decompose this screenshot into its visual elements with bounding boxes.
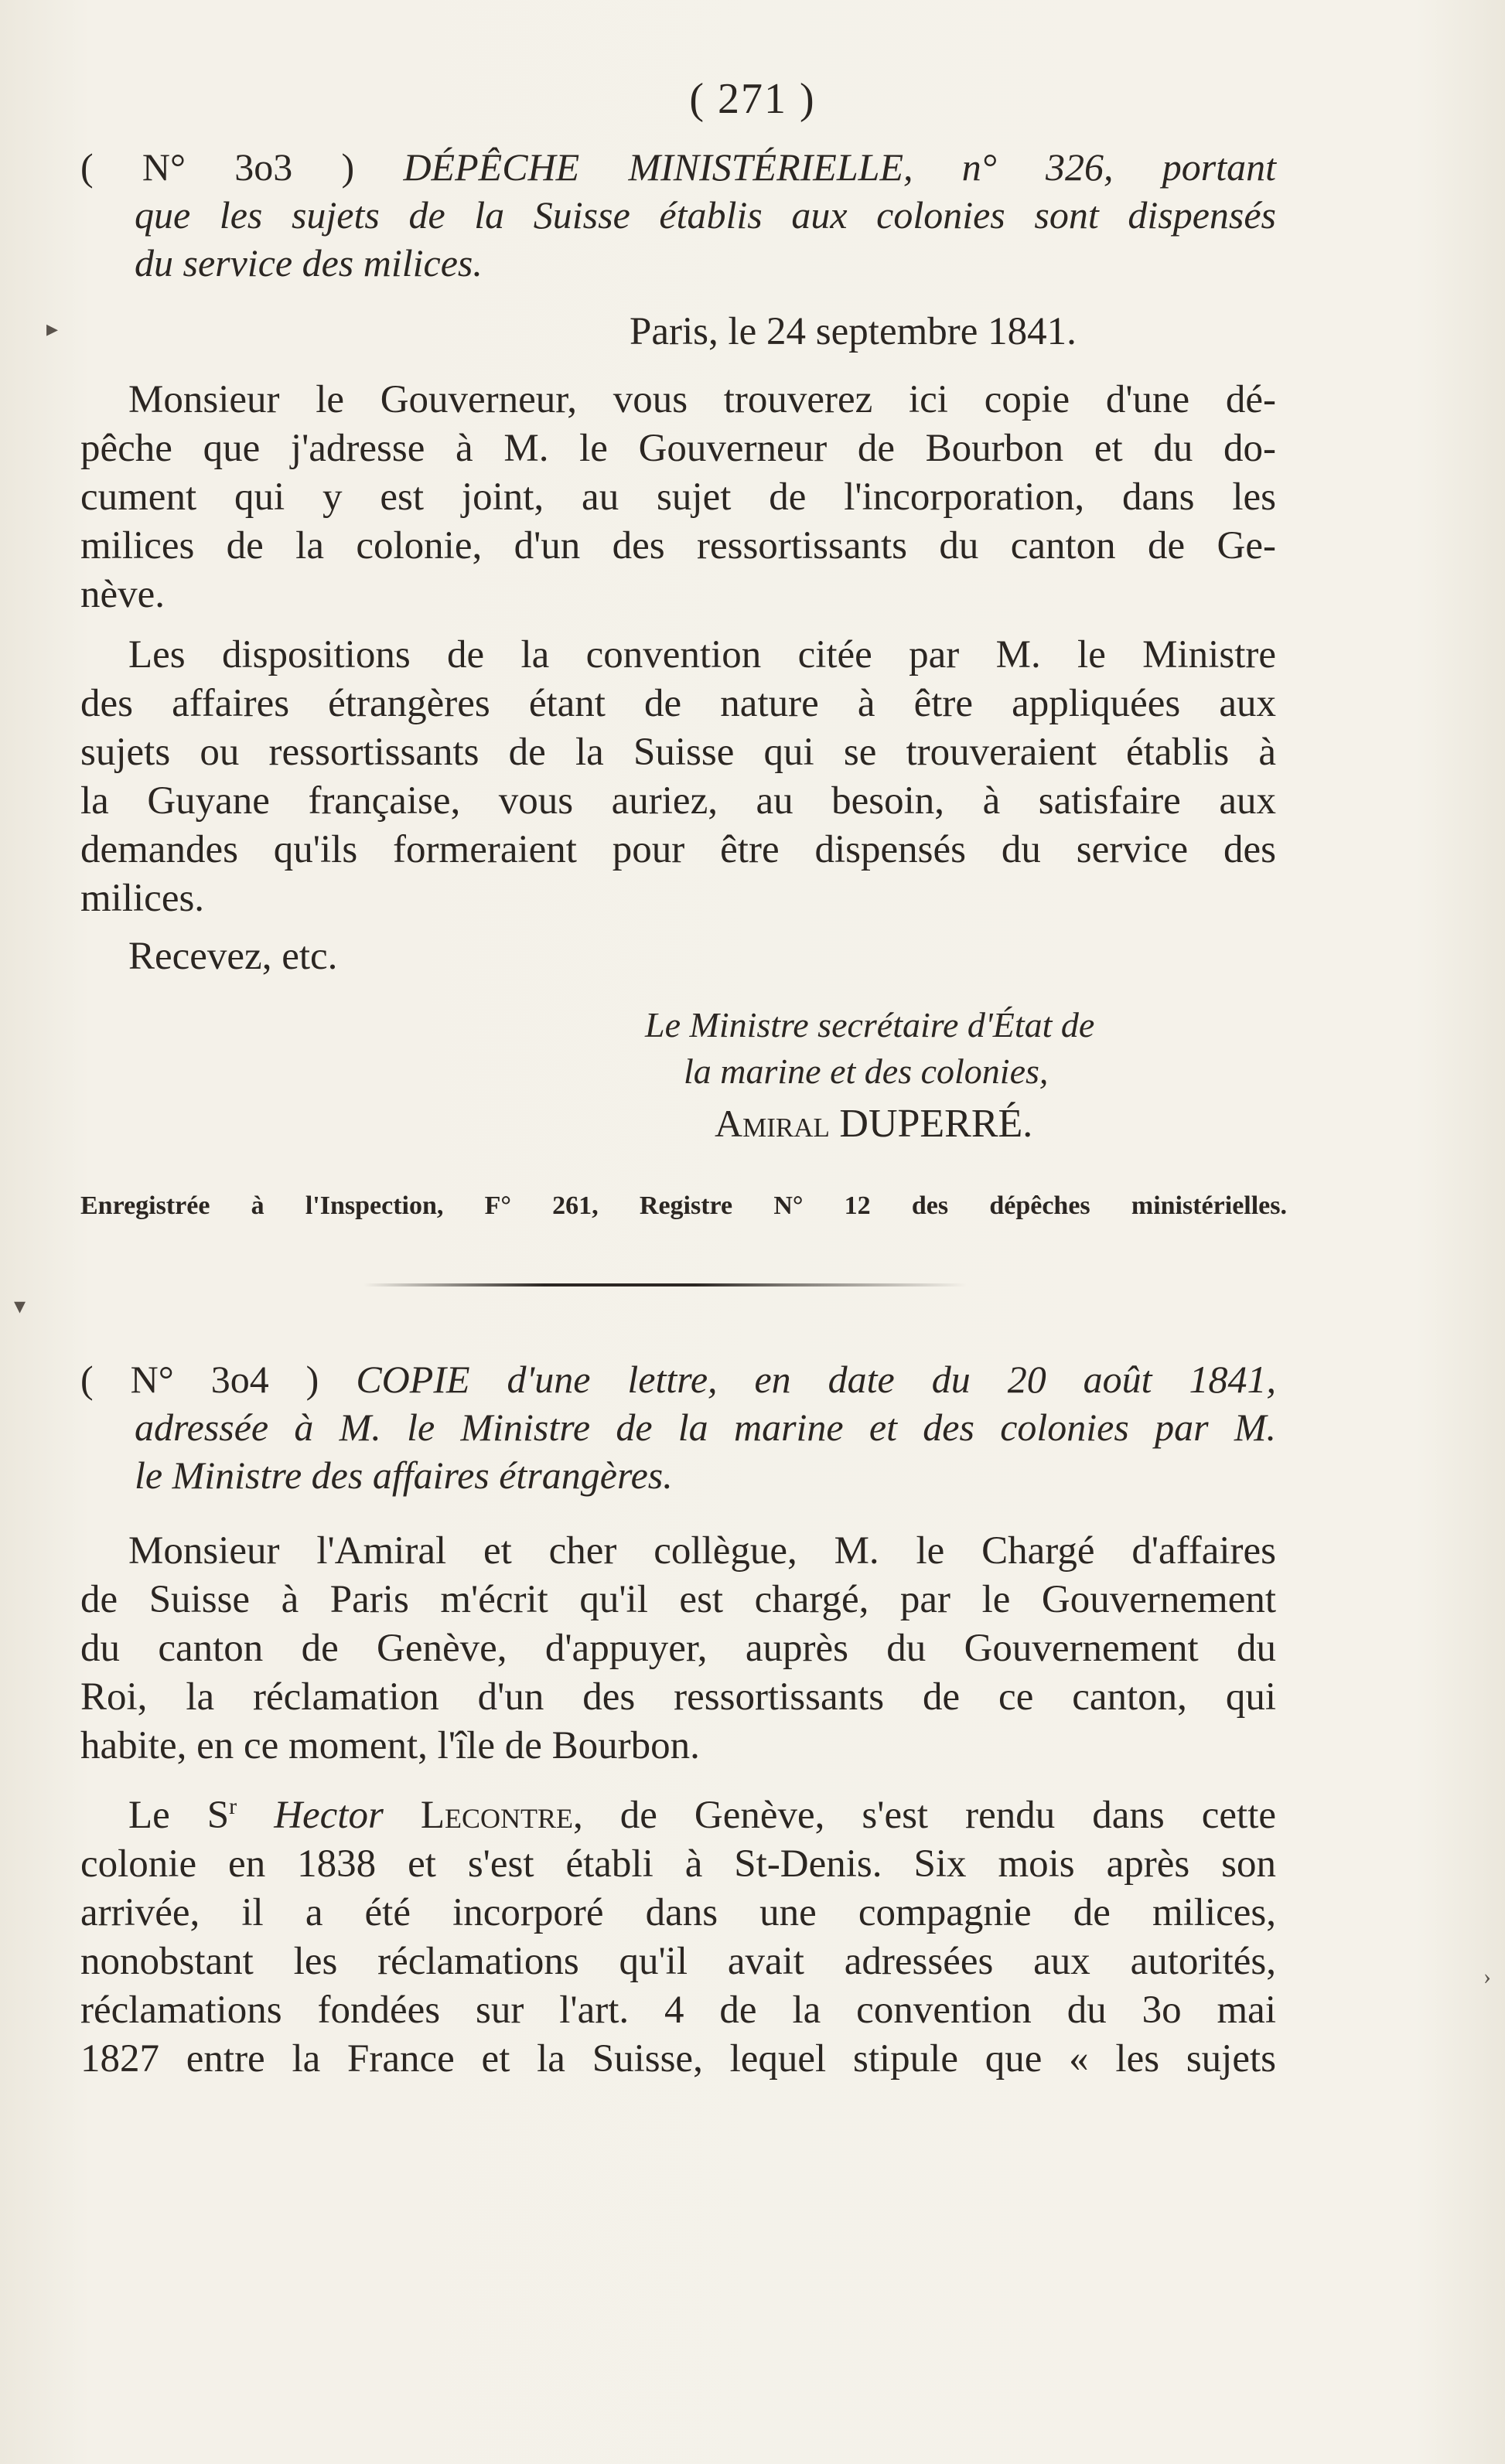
entry-303-line-2: que les sujets de la Suisse établis aux colonies sont dispensés (135, 193, 1276, 237)
paragraph-1 (80, 376, 1276, 619)
text-line (80, 1782, 1276, 1840)
text-line: Monsieur l'Amiral et cher collègue, M. le Chargé d'affaires (128, 1529, 1276, 1573)
entry-304-line-1 (80, 1355, 1276, 1403)
entry-heading-text: d'une lettre, en date du 20 août 1841, (507, 1358, 1277, 1401)
signature-title-2: la marine et des colonies, (684, 1051, 1049, 1091)
entry-number: ( N° 3o3 ) (80, 145, 355, 189)
superscript: r (229, 1794, 237, 1819)
text-line: Monsieur le Gouverneur, vous trouverez ici copie d'une dé- (128, 378, 1276, 421)
text-line: 1827 entre la France et la Suisse, lequel stipule que « les sujets (80, 2037, 1276, 2081)
text-line: Roi, la réclamation d'un des ressortissants de ce canton, qui (80, 1675, 1276, 1719)
page-number: ( 271 ) (689, 75, 816, 123)
closing-formula: Recevez, etc. (128, 935, 338, 978)
signature-name-line (80, 1099, 1276, 1148)
paragraph-2 (80, 631, 1276, 923)
text-line: nève. (80, 573, 166, 616)
section-divider (363, 1283, 967, 1287)
text-line: sujets ou ressortissants de la Suisse qui se trouveraient établis à (80, 731, 1276, 774)
entry-ref: n° 326, (961, 145, 1114, 189)
margin-mark: ▸ (46, 316, 59, 342)
text-line: réclamations fondées sur l'art. 4 de la convention du 3o mai (80, 1989, 1276, 2032)
text-line: milices. (80, 877, 205, 920)
paragraph-4 (80, 1782, 1276, 2084)
text-line: arrivée, il a été incorporé dans une compagnie de milices, (80, 1891, 1276, 1934)
entry-303-heading (80, 143, 1276, 287)
dateline: Paris, le 24 septembre 1841. (630, 310, 1077, 353)
text-line: nonobstant les réclamations qu'il avait adressées aux autorités, (80, 1940, 1276, 1983)
text-line: demandes qu'ils formeraient pour être dispensés du service des (80, 828, 1276, 871)
text-span: Le S (128, 1794, 230, 1837)
text-line: colonie en 1838 et s'est établi à St-Denis. Six mois après son (80, 1842, 1276, 1886)
person-surname: Lecontre (420, 1794, 573, 1837)
entry-304-line-2: adressée à M. le Ministre de la marine et des colonies par M. (135, 1406, 1276, 1449)
signature-name: DUPERRÉ. (839, 1102, 1033, 1146)
margin-mark: › (1483, 1964, 1491, 1989)
entry-304-line-3: le Ministre des affaires étrangères. (135, 1454, 673, 1497)
person-first-name: Hector (274, 1794, 384, 1837)
text-line: du canton de Genève, d'appuyer, auprès du Gouvernement du (80, 1627, 1276, 1670)
signature-rank: Amiral (715, 1102, 830, 1145)
text-line: de Suisse à Paris m'écrit qu'il est chargé, par le Gouvernement (80, 1578, 1276, 1621)
paragraph-3 (80, 1527, 1276, 1770)
entry-number: ( N° 3o4 ) (80, 1358, 319, 1401)
text-line: des affaires étrangères étant de nature à être appliquées aux (80, 682, 1276, 725)
text-span: , de Genève, s'est rendu dans cette (572, 1794, 1276, 1837)
entry-303-line-3: du service des milices. (135, 241, 483, 285)
text-line: la Guyane française, vous auriez, au besoin, à satisfaire aux (80, 779, 1276, 823)
text-line: pêche que j'adresse à M. le Gouverneur de Bourbon et du do- (80, 427, 1276, 470)
entry-title: DÉPÊCHE MINISTÉRIELLE, (403, 145, 913, 189)
text-line: cument qui y est joint, au sujet de l'incorporation, dans les (80, 475, 1276, 519)
registration-note: Enregistrée à l'Inspection, F° 261, Registre N° 12 des dépêches ministérielles. (80, 1191, 1287, 1220)
signature-title-1: Le Ministre secrétaire d'État de (645, 1005, 1095, 1045)
entry-304-heading (80, 1355, 1276, 1499)
margin-mark: ▾ (14, 1293, 26, 1319)
text-line: habite, en ce moment, l'île de Bourbon. (80, 1724, 700, 1767)
text-line: Les dispositions de la convention citée par M. le Ministre (128, 633, 1276, 676)
entry-heading-text: portant (1162, 145, 1277, 189)
entry-title: COPIE (356, 1358, 470, 1401)
entry-303-line-1 (80, 143, 1276, 191)
text-line: milices de la colonie, d'un des ressortissants du canton de Ge- (80, 524, 1276, 567)
